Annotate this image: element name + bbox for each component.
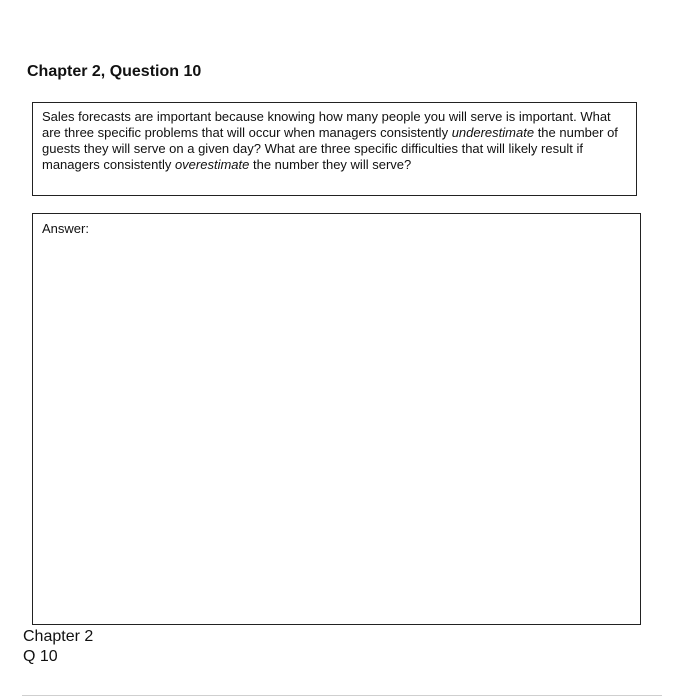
question-box (32, 102, 637, 196)
bottom-divider (22, 695, 662, 696)
footer (23, 627, 93, 667)
page-title: Chapter 2, Question 10 (27, 63, 202, 80)
question-emphasis-overestimate: overestimate (174, 157, 250, 172)
answer-label: Answer: (42, 221, 89, 236)
question-emphasis-underestimate: underestimate (451, 125, 535, 140)
question-text-part1: Sales forecasts are important because knowing how many people you will serve is important. What are three specific problems that will occur when managers consistently (42, 109, 611, 140)
question-text-part3: the number they will serve? (249, 157, 412, 172)
question-text-part2: the number of guests they will serve on a given day? What are three specific difficulties that will likely result if managers consistently (42, 125, 618, 172)
answer-box[interactable] (32, 213, 641, 625)
footer-question-number: Q 10 (23, 648, 58, 665)
footer-chapter: Chapter 2 (23, 628, 94, 645)
